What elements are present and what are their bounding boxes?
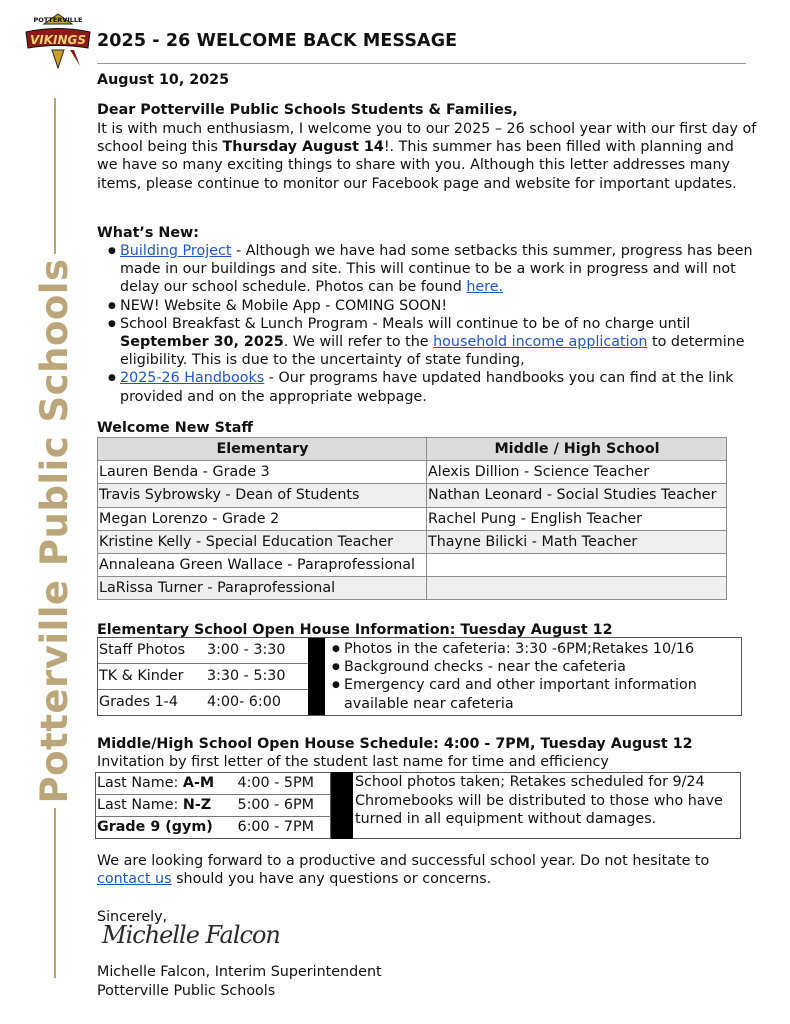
schedule-label: Staff Photos xyxy=(98,638,206,664)
sidebar-divider-bottom xyxy=(54,808,56,978)
table-row xyxy=(98,484,727,507)
handwritten-signature: Michelle Falcon xyxy=(102,921,280,949)
household-income-link[interactable]: household income application xyxy=(433,334,648,351)
list-item: ● Background checks - near the cafeteria xyxy=(332,658,737,676)
table-cell xyxy=(427,577,727,600)
letter-date: August 10, 2025 xyxy=(97,72,230,88)
table-cell: Travis Sybrowsky - Dean of Students xyxy=(98,484,427,507)
table-cell: LaRissa Turner - Paraprofessional xyxy=(98,577,427,600)
signer-name: Michelle Falcon, Interim Superintendent xyxy=(97,964,382,980)
logo-top-text: POTTERVILLE xyxy=(33,16,83,24)
schedule-label: Last Name: A-M xyxy=(96,773,237,795)
table-cell: Thayne Bilicki - Math Teacher xyxy=(427,530,727,553)
list-item-building: ● Building Project - Although we have had some setbacks this summer, progress has been made in our buildings and site. This will continue to be a work in progress and will not delay our school schedule. Photos can be found here. xyxy=(108,242,754,297)
elementary-notes-list xyxy=(332,640,737,713)
black-separator-bar xyxy=(308,638,325,715)
table-row xyxy=(98,638,308,664)
table-cell xyxy=(427,553,727,576)
table-cell: Nathan Leonard - Social Studies Teacher xyxy=(427,484,727,507)
table-row xyxy=(96,795,331,817)
table-cell: Rachel Pung - English Teacher xyxy=(427,507,727,530)
first-day-date: Thursday August 14 xyxy=(222,139,384,156)
table-row xyxy=(98,507,727,530)
column-header: Elementary xyxy=(98,438,427,461)
list-item: ● Photos in the cafeteria: 3:30 -6PM;Retakes 10/16 xyxy=(332,640,737,658)
schedule-time: 4:00 - 5PM xyxy=(237,773,331,795)
schedule-time: 6:00 - 7PM xyxy=(237,819,314,836)
table-cell: Annaleana Green Wallace - Paraprofessional xyxy=(98,553,427,576)
column-header: Middle / High School xyxy=(427,438,727,461)
building-project-link[interactable]: Building Project xyxy=(120,243,232,259)
ms-notes-text: School photos taken; Retakes scheduled for 9/24 Chromebooks will be distributed to those who have turned in all equipment without damages. xyxy=(353,772,741,839)
schedule-label: Last Name: N-Z xyxy=(96,795,237,817)
new-staff-heading: Welcome New Staff xyxy=(97,420,253,436)
schedule-time: 3:30 - 5:30 xyxy=(206,664,308,690)
closing-paragraph: We are looking forward to a productive and successful school year. Do not hesitate to contact us should you have any questions or concerns. xyxy=(97,853,710,888)
contact-us-link[interactable]: contact us xyxy=(97,871,172,888)
page-title: 2025 - 26 WELCOME BACK MESSAGE xyxy=(97,31,458,51)
intro-paragraph: It is with much enthusiasm, I welcome you to our 2025 – 26 school year with our first day of school being this Thursday August 14!. This summer has been filled with planning and we have so many exciting things to share with you. Although this letter addresses many items, please continue to monitor our Facebook page and website for important updates. xyxy=(97,121,757,192)
schedule-time: 3:00 - 3:30 xyxy=(206,638,308,664)
table-cell: Kristine Kelly - Special Education Teacher xyxy=(98,530,427,553)
sign-off: Sincerely, xyxy=(97,909,168,925)
table-row xyxy=(98,577,727,600)
whats-new-list xyxy=(108,242,754,406)
list-item: ● Emergency card and other important information available near cafeteria xyxy=(332,676,737,712)
table-row xyxy=(96,773,331,795)
table-row xyxy=(96,817,331,839)
elementary-schedule-table xyxy=(98,638,308,715)
schedule-time: 4:00- 6:00 xyxy=(207,694,281,711)
list-item-handbooks: ● 2025-26 Handbooks - Our programs have updated handbooks you can find at the link provided and on the appropriate webpage. xyxy=(108,369,754,405)
list-item-website: ● NEW! Website & Mobile App - COMING SOON! xyxy=(108,297,754,315)
table-cell: Alexis Dillion - Science Teacher xyxy=(427,461,727,484)
whats-new-heading: What’s New: xyxy=(97,225,199,241)
handbooks-link[interactable]: 2025-26 Handbooks xyxy=(120,370,265,387)
photos-here-link[interactable]: here. xyxy=(466,279,504,296)
elementary-open-house-heading: Elementary School Open House Information: Tuesday August 12 xyxy=(97,622,613,638)
signer-organization: Potterville Public Schools xyxy=(97,983,276,999)
elementary-open-house-box xyxy=(97,637,742,716)
black-separator-bar xyxy=(331,772,353,839)
table-header-row xyxy=(98,438,727,461)
table-cell: Megan Lorenzo - Grade 2 xyxy=(98,507,427,530)
ms-schedule-table xyxy=(95,772,331,839)
table-cell: Lauren Benda - Grade 3 xyxy=(98,461,427,484)
title-divider xyxy=(97,63,746,64)
table-row xyxy=(98,530,727,553)
sidebar-divider-top xyxy=(54,98,56,254)
sidebar-school-name: Potterville Public Schools xyxy=(32,258,76,804)
logo-main-text: VIKINGS xyxy=(29,33,87,47)
ms-open-house-heading: Middle/High School Open House Schedule: 4:00 - 7PM, Tuesday August 12 xyxy=(97,736,693,752)
table-row xyxy=(98,461,727,484)
table-row xyxy=(98,553,727,576)
schedule-label: Grades 1-4 xyxy=(99,694,178,711)
greeting: Dear Potterville Public Schools Students & Families, xyxy=(97,102,518,118)
new-staff-table xyxy=(97,437,727,600)
list-item-meals: ● School Breakfast & Lunch Program - Meals will continue to be of no charge until September 30, 2025. We will refer to the household income application to determine eligibility. This is due to the uncertainty of state funding, xyxy=(108,315,754,370)
ms-invitation-note: Invitation by first letter of the student last name for time and efficiency xyxy=(97,754,609,770)
table-row xyxy=(98,664,308,690)
ms-open-house-box xyxy=(95,772,738,839)
schedule-label: Grade 9 (gym) xyxy=(97,819,213,836)
vikings-logo xyxy=(22,12,94,70)
schedule-time: 5:00 - 6PM xyxy=(237,795,331,817)
table-row xyxy=(98,690,308,716)
schedule-label: TK & Kinder xyxy=(98,664,206,690)
